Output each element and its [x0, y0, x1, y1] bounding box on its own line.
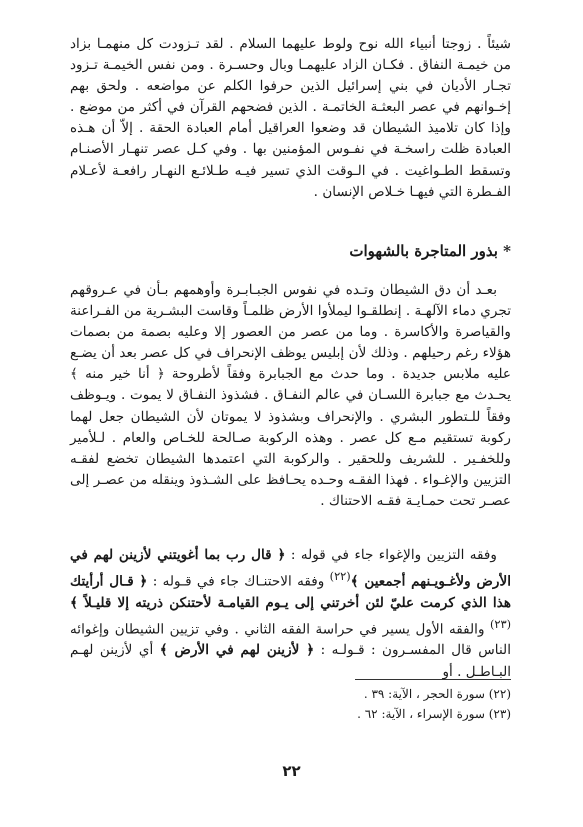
footnote-ref[interactable]: (٢٣)	[489, 616, 511, 631]
text-segment: والفقه الأول يسير في حراسة الفقه الثاني . وفي تزيين الشيطان وإغوائه الناس قال المفسـرون : قـولـه :	[70, 621, 511, 659]
paragraph-intro-text: شيئاً . زوجتا أنبياء الله نوح ولوط عليهما السلام . لقد تـزودت كل منهمـا بزاد من خيمـة النفاق . فكـان الزاد عليهمـا وبال وحسـرة . ومن نفس الخيمـة تـزود تجـار الأديان في بني إسرائيل الذين حرفوا الكلم عن مواضعه . ولحق بهم إخـوانهم في عصر البعثـة الخاتمـة . الذين فضحهم القرآن في أكثر من موضع . وإذا كان تلاميذ الشيطان قد وضعوا العراقيل أمام العبادة الحقة . إلاّ أن هـذه العبادة ظلت راسخـة في نفـوس المؤمنين بها . وفي كـل عصر تنهـار الأصنـام وتسقط الطـواغيت . في الـوقت الذي تسير فيـه طـلائـع النهـار رافعـة لأعـلام الفـطرة التي فيهـا خـلاص الإنسان .	[70, 36, 511, 200]
footnotes	[70, 684, 511, 724]
footnote-item: (٢٣) سورة الإسراء ، الآية: ٦٢ .	[357, 707, 511, 721]
text-segment: وفقه الاحتنـاك جاء في قـوله :	[147, 573, 330, 590]
quran-quote: ﴿ قال رب بما أغويتني لأزينن لهم في الأرض ولأغـويـنهم أجمعين ﴾	[70, 547, 512, 590]
section-heading: * بذور المتاجرة بالشهوات	[349, 242, 511, 260]
footnote-item: (٢٢) سورة الحجر ، الآية: ٣٩ .	[363, 687, 511, 701]
paragraph-body-text: بعـد أن دق الشيطان وتـده في نفوس الجبـابـرة وأوهمهم بـأن في عـروقهم تجري دماء الآلهـة . إنطلقـوا ليملأوا الأرض ظلمـاً وقاست البشـرية من الفـراعنة والقياصرة والأكاسرة . وما من عصر من العصور إلا وعليه بصمة من بصمات هؤلاء رغم رحيلهم . وذلك لأن إبليس يوظف الإنحراف في كل عصر بعد أن يضـع عليه ملابس جديدة . وما حدث مع الجبابرة وفقاً لأطروحة ﴿ أنا خير منه ﴾ يحـدث مع جبابرة اللسـان في عالم النفـاق . فشذوذ النفـاق لا يموت . ويـوظف وفقاً للـتطور البشري . والإنحراف وبشذوذ لا يموتان لأن الشيطان جعل لهما ركوبة تستقيم مـع كل عصر . وهذه الركوبة صـالحة للخـاص والعام . لـلأمير وللخفـير . للشريف وللحقير . والركوبة التي اعتمدها الشيطان تخضع لفقـه التزيين والإغـواء . فهذا الفقـه وحـده يحـافظ على الشـذوذ وينقله من عصـر إلى عصـر تحت حمـايـة فقـه الاحتناك .	[70, 282, 511, 509]
quran-quote: ﴿ لأزينن لهم في الأرض ﴾	[159, 642, 315, 659]
footnote-ref[interactable]: (٢٢)	[329, 569, 351, 584]
paragraph-quran-quotes	[70, 545, 511, 683]
paragraph-body	[70, 280, 511, 512]
text-segment: وفقه التزيين والإغواء جاء في قوله :	[285, 547, 497, 563]
quran-quote: ﴿ قـال أرأيتك هذا الذي كرمت عليّ لئن أخرتني إلى يـوم القيامـة لأحتنكن ذريته إلا قليـلاً ﴾	[70, 573, 511, 611]
paragraph-intro	[70, 34, 511, 203]
text-segment: أي لأزينن لهـم البـاطـل . أو	[70, 642, 511, 680]
page-number: ٢٢	[282, 762, 301, 780]
footnote-divider	[355, 679, 511, 680]
